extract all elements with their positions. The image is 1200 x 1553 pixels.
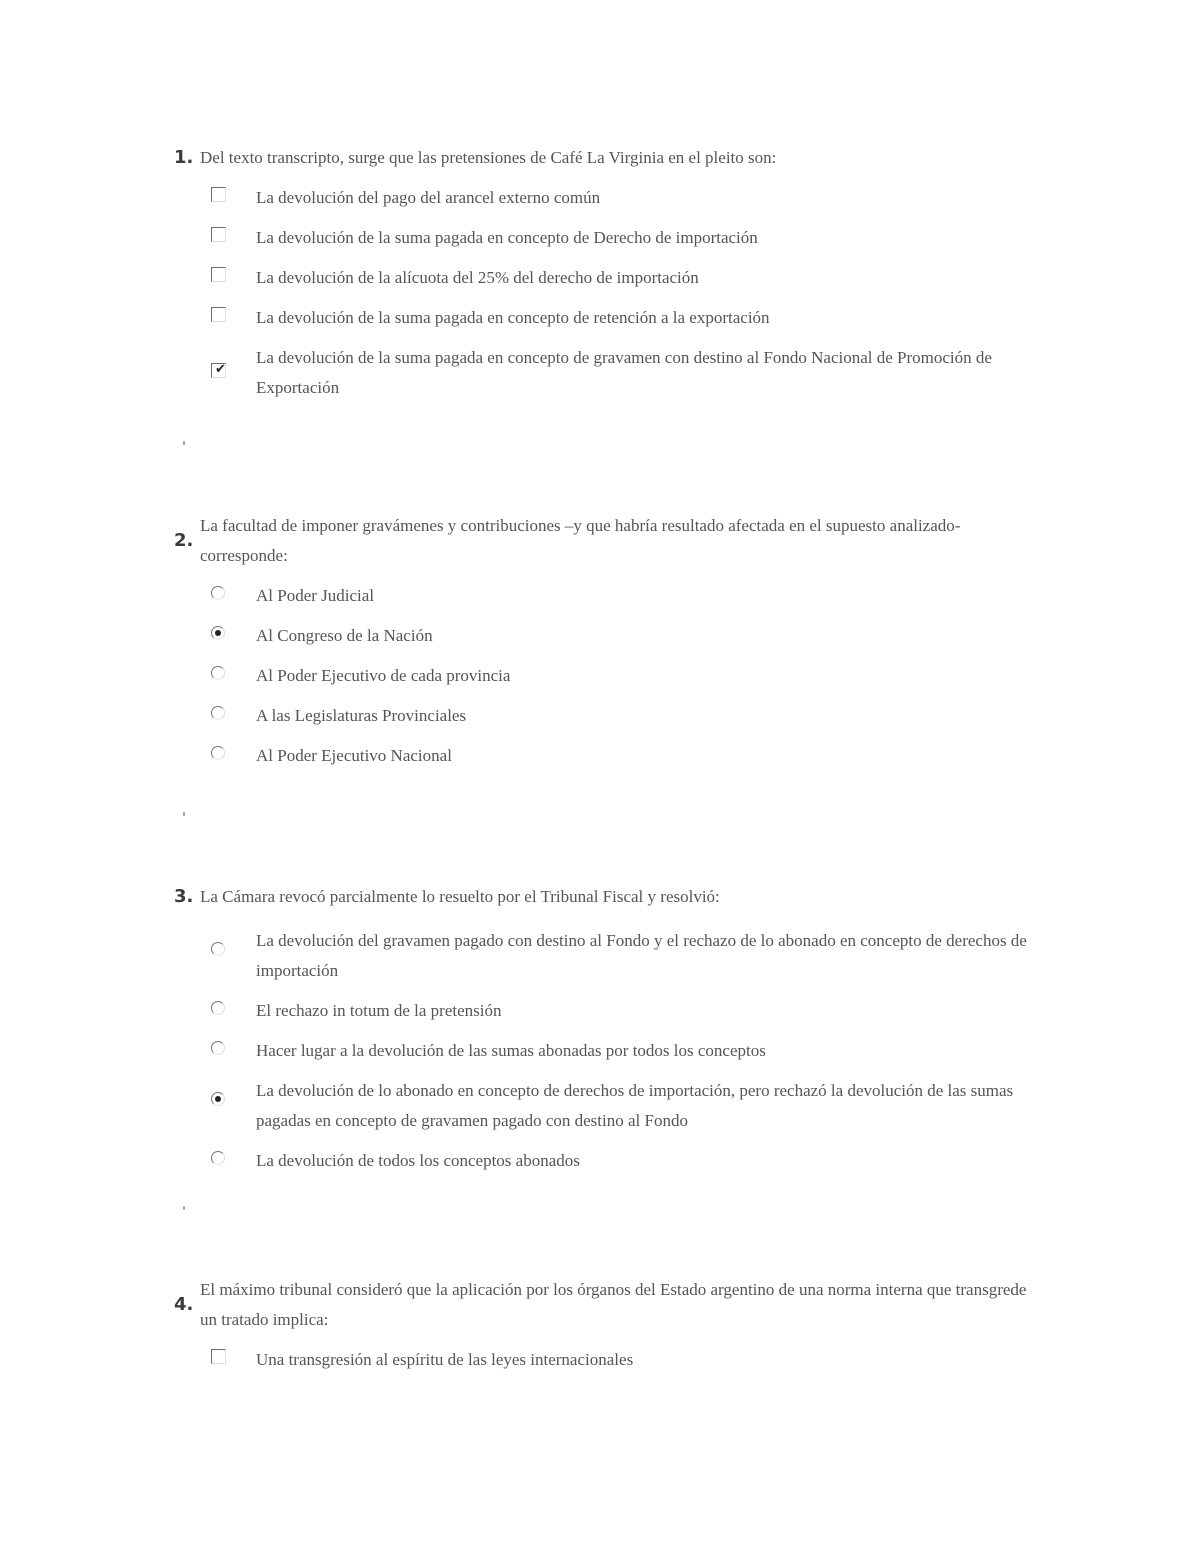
- option-label: La devolución de la suma pagada en concepto de Derecho de importación: [256, 228, 758, 247]
- option-label: El rechazo in totum de la pretensión: [256, 1001, 502, 1020]
- radio-dot-icon: [215, 630, 221, 636]
- radio-button[interactable]: [211, 746, 225, 760]
- option-item: [174, 741, 1044, 771]
- checkmark-icon: ✔: [215, 362, 226, 377]
- options-list: [174, 1345, 1044, 1375]
- separator-mark: [183, 1206, 185, 1210]
- question-header: [174, 143, 1044, 173]
- question-2: [174, 511, 1044, 781]
- question-header: [174, 882, 1044, 912]
- options-list: [174, 926, 1044, 1176]
- option-item: [174, 661, 1044, 691]
- options-list: [174, 183, 1044, 403]
- separator-mark: [183, 812, 185, 816]
- radio-button[interactable]: [211, 666, 225, 680]
- checkbox[interactable]: [211, 227, 226, 242]
- option-label: La devolución de la suma pagada en concepto de gravamen con destino al Fondo Nacional de Promoción de Exportación: [256, 348, 992, 397]
- option-label: La devolución de todos los conceptos abonados: [256, 1151, 580, 1170]
- option-item: [174, 1036, 1044, 1066]
- question-number: 2.: [174, 530, 194, 551]
- radio-dot-icon: [215, 1096, 221, 1102]
- question-prompt: El máximo tribunal consideró que la aplicación por los órganos del Estado argentino de una norma interna que transgrede un tratado implica:: [200, 1280, 1027, 1329]
- checkbox-checked[interactable]: [211, 363, 226, 378]
- option-item: [174, 926, 1044, 986]
- radio-button[interactable]: [211, 942, 225, 956]
- separator-mark: [183, 441, 185, 445]
- option-item: [174, 1345, 1044, 1375]
- option-item: [174, 701, 1044, 731]
- option-item: [174, 303, 1044, 333]
- question-3: [174, 882, 1044, 1186]
- option-item: [174, 1146, 1044, 1176]
- radio-button[interactable]: [211, 1001, 225, 1015]
- option-label: Hacer lugar a la devolución de las sumas abonadas por todos los conceptos: [256, 1041, 766, 1060]
- option-item: [174, 1076, 1044, 1136]
- option-label: La devolución del gravamen pagado con destino al Fondo y el rechazo de lo abonado en concepto de derechos de importación: [256, 931, 1027, 980]
- radio-button[interactable]: [211, 1151, 225, 1165]
- option-item: [174, 183, 1044, 213]
- option-item: [174, 343, 1044, 403]
- question-prompt: Del texto transcripto, surge que las pretensiones de Café La Virginia en el pleito son:: [200, 148, 777, 167]
- option-label: Al Poder Ejecutivo Nacional: [256, 746, 452, 765]
- option-item: [174, 263, 1044, 293]
- question-prompt: La Cámara revocó parcialmente lo resuelto por el Tribunal Fiscal y resolvió:: [200, 887, 720, 906]
- option-label: Una transgresión al espíritu de las leyes internacionales: [256, 1350, 634, 1369]
- option-label: La devolución del pago del arancel externo común: [256, 188, 601, 207]
- option-label: A las Legislaturas Provinciales: [256, 706, 467, 725]
- question-prompt: La facultad de imponer gravámenes y contribuciones –y que habría resultado afectada en el supuesto analizado- corresponde:: [200, 516, 961, 565]
- checkbox[interactable]: [211, 187, 226, 202]
- radio-button[interactable]: [211, 1041, 225, 1055]
- option-label: Al Poder Judicial: [256, 586, 375, 605]
- option-item: [174, 223, 1044, 253]
- radio-button-selected[interactable]: [211, 626, 225, 640]
- option-label: Al Poder Ejecutivo de cada provincia: [256, 666, 511, 685]
- question-number: 1.: [174, 147, 194, 168]
- question-number: 4.: [174, 1294, 194, 1315]
- option-label: La devolución de la suma pagada en concepto de retención a la exportación: [256, 308, 770, 327]
- radio-button-selected[interactable]: [211, 1092, 225, 1106]
- option-item: [174, 996, 1044, 1026]
- option-label: La devolución de lo abonado en concepto de derechos de importación, pero rechazó la devolución de las sumas pagadas en concepto de gravamen pagado con destino al Fondo: [256, 1081, 1014, 1130]
- question-number: 3.: [174, 886, 194, 907]
- checkbox[interactable]: [211, 267, 226, 282]
- option-label: Al Congreso de la Nación: [256, 626, 433, 645]
- option-item: [174, 581, 1044, 611]
- radio-button[interactable]: [211, 586, 225, 600]
- radio-button[interactable]: [211, 706, 225, 720]
- checkbox[interactable]: [211, 1349, 226, 1364]
- options-list: [174, 581, 1044, 771]
- question-1: [174, 143, 1044, 413]
- option-label: La devolución de la alícuota del 25% del derecho de importación: [256, 268, 699, 287]
- question-4: [174, 1275, 1044, 1385]
- question-header: [174, 1275, 1044, 1335]
- question-header: [174, 511, 1044, 571]
- option-item: [174, 621, 1044, 651]
- checkbox[interactable]: [211, 307, 226, 322]
